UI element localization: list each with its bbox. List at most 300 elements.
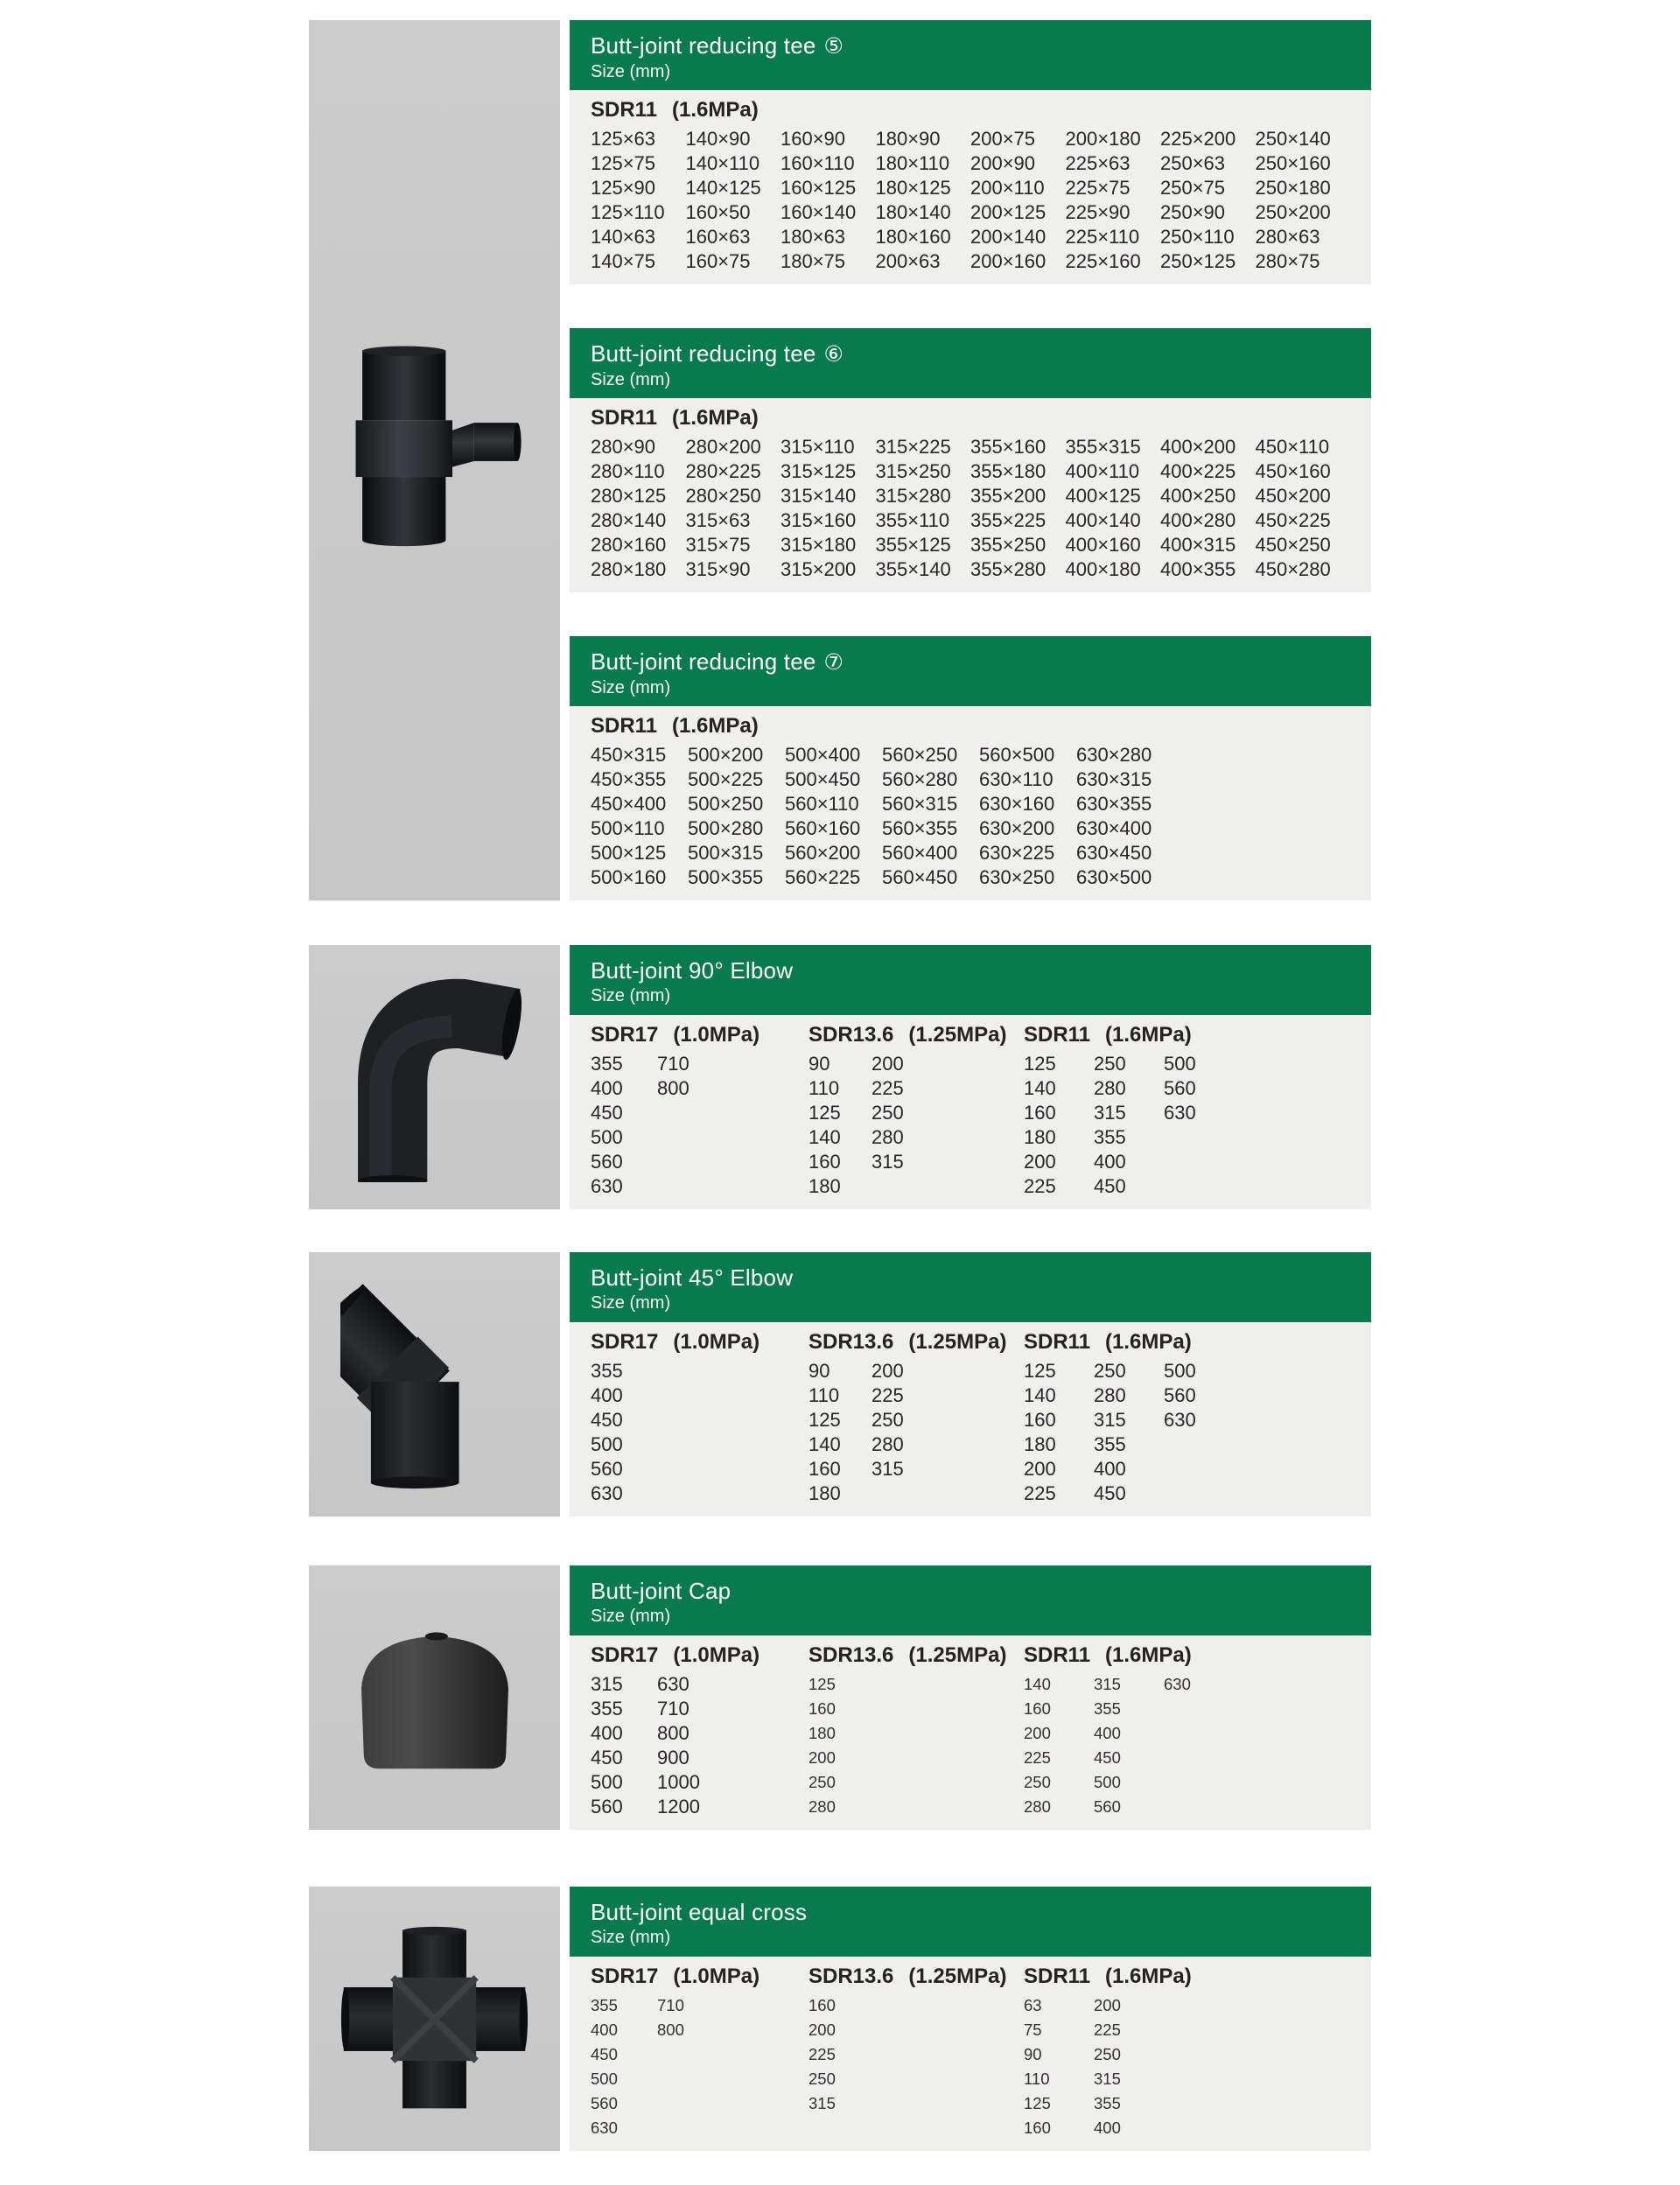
size-value: 160 <box>1024 1102 1056 1124</box>
sdr-spec-sdr13.6 <box>808 1963 1024 2140</box>
sdr-pressure-heading <box>1024 1963 1363 1991</box>
size-value: 315×75 <box>685 534 751 556</box>
size-value: 140×110 <box>685 152 760 174</box>
sdr-spec-sdr13.6 <box>808 1328 1024 1506</box>
size-value: 500 <box>591 1771 623 1793</box>
size-column <box>808 1672 872 1819</box>
size-column <box>1164 1672 1234 1819</box>
size-value: 355 <box>591 1698 623 1719</box>
pressure-rating: (1.0MPa) <box>673 1643 760 1667</box>
size-value: 630×355 <box>1076 793 1152 815</box>
size-value: 500 <box>1164 1053 1196 1075</box>
size-value: 280×180 <box>591 558 667 580</box>
size-value: 450 <box>1094 1748 1121 1767</box>
pressure-rating: (1.6MPa) <box>672 98 759 122</box>
size-value: 500 <box>591 1433 623 1455</box>
size-column <box>657 1052 724 1199</box>
pressure-rating: (1.6MPa) <box>1105 1643 1192 1667</box>
size-column <box>1066 127 1161 274</box>
size-value: 90 <box>808 1360 830 1382</box>
size-value: 560×225 <box>785 866 861 888</box>
table-title: Butt-joint Cap <box>591 1578 732 1604</box>
size-value: 315 <box>1094 2069 1121 2088</box>
size-value: 500 <box>591 1126 623 1148</box>
sdr-pressure-heading <box>1024 1642 1363 1670</box>
size-value: 250×63 <box>1160 152 1226 174</box>
size-value: 280×75 <box>1255 250 1320 272</box>
size-column <box>1160 435 1256 582</box>
sdr-spec-row <box>591 404 1350 582</box>
size-value: 160×63 <box>685 226 751 248</box>
size-value: 250 <box>1094 2045 1121 2063</box>
size-column <box>1024 1993 1094 2140</box>
size-value: 630×500 <box>1076 866 1152 888</box>
size-value: 630×110 <box>979 768 1054 790</box>
size-columns <box>808 1052 1024 1199</box>
size-column <box>591 1052 657 1199</box>
size-value: 315 <box>1094 1675 1121 1693</box>
size-value: 400×280 <box>1160 509 1236 531</box>
size-value: 250×90 <box>1160 201 1226 223</box>
size-value: 315 <box>872 1151 904 1173</box>
circled-number-badge: ⑤ <box>823 34 844 59</box>
size-value: 180×140 <box>875 201 951 223</box>
size-value: 280 <box>872 1126 904 1148</box>
size-column <box>688 743 785 890</box>
sdr-spec-sdr17 <box>591 1963 808 2140</box>
size-columns <box>808 1672 1024 1819</box>
size-column <box>979 743 1076 890</box>
size-value: 315×200 <box>780 558 857 580</box>
table-body <box>570 1015 1371 1209</box>
size-value: 160 <box>1024 2118 1051 2137</box>
size-value: 630×225 <box>979 842 1055 864</box>
size-value: 560×160 <box>785 817 861 839</box>
size-columns <box>1024 1672 1363 1819</box>
size-column <box>876 435 971 582</box>
size-value: 560×315 <box>882 793 958 815</box>
pressure-rating: (1.0MPa) <box>673 1964 760 1988</box>
size-value: 180×110 <box>875 152 950 174</box>
size-value: 355×180 <box>970 460 1046 482</box>
size-columns <box>591 435 1350 582</box>
size-value: 315×63 <box>685 509 751 531</box>
table-title: Butt-joint reducing tee <box>591 340 816 367</box>
size-value: 400×250 <box>1160 485 1236 507</box>
size-value: 710 <box>657 1996 684 2014</box>
size-column <box>970 127 1066 274</box>
size-value: 630×400 <box>1076 817 1152 839</box>
size-value: 280×90 <box>591 436 656 458</box>
sdr-pressure-heading <box>591 96 1350 124</box>
pressure-rating: (1.25MPa) <box>908 1964 1007 1988</box>
sdr-pressure-heading <box>808 1328 1024 1356</box>
size-column <box>872 1052 934 1199</box>
spec-tables-column <box>570 1252 1371 1516</box>
size-value: 250 <box>808 1773 836 1791</box>
size-value: 225 <box>1024 1482 1056 1504</box>
size-column <box>1160 127 1256 274</box>
size-value: 200 <box>1024 1724 1051 1742</box>
size-value: 450 <box>591 1747 623 1768</box>
spec-table <box>570 636 1371 900</box>
size-column <box>1094 1359 1164 1506</box>
size-value: 450 <box>591 1102 623 1124</box>
product-photo-reducing-tee <box>309 20 560 900</box>
size-column <box>1024 1052 1094 1199</box>
sdr-rating: SDR17 <box>591 1330 659 1354</box>
size-value: 200×125 <box>970 201 1046 223</box>
size-value: 630 <box>1164 1102 1196 1124</box>
spec-tables-column <box>570 945 1371 1209</box>
size-value: 400×315 <box>1160 534 1236 556</box>
size-value: 200 <box>872 1360 904 1382</box>
spec-table <box>570 945 1371 1209</box>
sdr-spec-sdr17 <box>591 1642 808 1819</box>
size-value: 200×180 <box>1065 128 1141 150</box>
size-value: 400×125 <box>1065 485 1141 507</box>
reducing-tee-image <box>347 338 522 583</box>
size-value: 450 <box>1094 1175 1126 1197</box>
size-value: 560×500 <box>979 744 1055 766</box>
size-value: 180 <box>808 1482 841 1504</box>
size-value: 500×315 <box>688 842 764 864</box>
size-value: 355×200 <box>970 485 1046 507</box>
sdr-pressure-heading <box>1024 1328 1363 1356</box>
size-value: 315×160 <box>780 509 857 531</box>
spec-table <box>570 328 1371 592</box>
size-column <box>1094 1672 1164 1819</box>
pressure-rating: (1.6MPa) <box>1105 1023 1192 1047</box>
size-value: 315 <box>1094 1102 1126 1124</box>
size-columns <box>1024 1359 1363 1506</box>
size-value: 225×200 <box>1160 128 1236 150</box>
cap-image <box>345 1612 525 1783</box>
equal-cross-image <box>340 1925 528 2113</box>
size-value: 125 <box>808 1409 841 1431</box>
sdr-rating: SDR13.6 <box>808 1330 894 1354</box>
size-value: 280 <box>872 1433 904 1455</box>
table-body <box>570 1957 1371 2151</box>
size-value: 110 <box>1024 2069 1050 2088</box>
size-value: 125 <box>1024 1053 1056 1075</box>
circled-number-badge: ⑥ <box>823 342 844 367</box>
size-value: 400×180 <box>1065 558 1141 580</box>
sdr-rating: SDR17 <box>591 1643 659 1667</box>
sdr-rating: SDR11 <box>1024 1643 1091 1667</box>
size-value: 560×110 <box>785 793 859 815</box>
size-value: 560×450 <box>882 866 958 888</box>
table-title-line <box>591 1264 1350 1292</box>
size-value: 500×450 <box>785 768 861 790</box>
size-value: 400×110 <box>1065 460 1140 482</box>
size-value: 250 <box>1094 1053 1126 1075</box>
size-value: 160×140 <box>780 201 857 223</box>
size-value: 125×90 <box>591 177 656 199</box>
size-value: 280×110 <box>591 460 665 482</box>
size-value: 315×180 <box>780 534 857 556</box>
size-column <box>591 1672 657 1819</box>
size-value: 500×280 <box>688 817 764 839</box>
sdr-rating: SDR11 <box>1024 1023 1091 1047</box>
size-value: 250 <box>872 1409 904 1431</box>
sdr-rating: SDR11 <box>1024 1330 1091 1354</box>
size-value: 125 <box>1024 1360 1056 1382</box>
size-value: 180 <box>1024 1433 1056 1455</box>
size-value: 800 <box>657 2020 684 2039</box>
size-value: 560 <box>591 1796 623 1817</box>
sdr-rating: SDR13.6 <box>808 1643 894 1667</box>
size-value: 450×110 <box>1255 436 1330 458</box>
size-value: 500×225 <box>688 768 764 790</box>
size-value: 450×225 <box>1255 509 1331 531</box>
sdr-rating: SDR11 <box>591 714 658 738</box>
size-unit-label: Size (mm) <box>591 1607 671 1626</box>
size-value: 160 <box>808 1151 841 1173</box>
size-value: 140×75 <box>591 250 656 272</box>
sdr-pressure-heading <box>591 404 1350 432</box>
size-value: 630×250 <box>979 866 1055 888</box>
size-value: 355×280 <box>970 558 1046 580</box>
table-header <box>570 1565 1371 1635</box>
size-column <box>591 1359 657 1506</box>
table-body <box>570 1635 1371 1830</box>
sdr-pressure-heading <box>591 1328 808 1356</box>
size-value: 225 <box>1094 2020 1121 2039</box>
sdr-rating: SDR17 <box>591 1964 659 1988</box>
sdr-pressure-heading <box>808 1642 1024 1670</box>
size-columns <box>591 743 1350 890</box>
size-value: 500×250 <box>688 793 764 815</box>
size-value: 450×200 <box>1255 485 1331 507</box>
size-value: 200×110 <box>970 177 1045 199</box>
size-column <box>780 435 876 582</box>
size-value: 400×160 <box>1065 534 1141 556</box>
size-value: 225×160 <box>1065 250 1141 272</box>
size-value: 160×90 <box>780 128 846 150</box>
sdr-pressure-heading <box>591 1963 808 1991</box>
table-title: Butt-joint reducing tee <box>591 32 816 59</box>
sdr-spec-row <box>591 1963 1350 2140</box>
size-value: 450×280 <box>1255 558 1331 580</box>
size-column <box>1256 435 1351 582</box>
size-value: 180 <box>808 1175 841 1197</box>
size-unit-label: Size (mm) <box>591 62 671 81</box>
product-photo-elbow-45 <box>309 1252 560 1516</box>
size-value: 500 <box>591 2069 618 2088</box>
size-value: 180×160 <box>875 226 951 248</box>
size-columns <box>591 1359 808 1506</box>
size-value: 200×90 <box>970 152 1036 174</box>
size-value: 160 <box>808 1699 836 1718</box>
size-value: 355×125 <box>875 534 951 556</box>
size-value: 180×75 <box>780 250 846 272</box>
size-value: 355 <box>1094 2094 1121 2112</box>
size-value: 560 <box>591 1458 623 1480</box>
sdr-rating: SDR11 <box>591 98 658 122</box>
size-value: 315×90 <box>685 558 751 580</box>
circled-number-badge: ⑦ <box>823 650 844 675</box>
size-unit-label: Size (mm) <box>591 678 671 697</box>
size-value: 355×225 <box>970 509 1046 531</box>
table-title-line <box>591 32 1350 60</box>
size-value: 180 <box>1024 1126 1056 1148</box>
size-value: 250 <box>872 1102 904 1124</box>
sdr-spec-sdr13.6 <box>808 1021 1024 1199</box>
size-value: 450×160 <box>1255 460 1331 482</box>
size-value: 200 <box>808 2020 836 2039</box>
sdr-spec-sdr11 <box>1024 1963 1363 2140</box>
size-value: 560×280 <box>882 768 958 790</box>
size-value: 280×63 <box>1255 226 1320 248</box>
size-value: 200 <box>1094 1996 1121 2014</box>
size-value: 280×250 <box>685 485 761 507</box>
size-columns <box>808 1359 1024 1506</box>
size-value: 630 <box>591 1482 623 1504</box>
size-column <box>657 1672 724 1819</box>
size-value: 355×315 <box>1065 436 1141 458</box>
size-value: 280×140 <box>591 509 667 531</box>
size-value: 500×125 <box>591 842 667 864</box>
size-value: 315 <box>591 1673 623 1695</box>
size-column <box>591 435 686 582</box>
size-value: 200×63 <box>875 250 941 272</box>
size-unit-label: Size (mm) <box>591 1293 671 1313</box>
size-column <box>657 1993 724 2140</box>
sdr-spec-sdr11 <box>591 404 1350 582</box>
table-body <box>570 398 1371 592</box>
size-value: 140 <box>808 1126 841 1148</box>
size-column <box>1024 1359 1094 1506</box>
size-value: 800 <box>657 1077 690 1099</box>
size-value: 180×63 <box>780 226 846 248</box>
size-value: 250×160 <box>1255 152 1331 174</box>
size-value: 450 <box>591 2045 618 2063</box>
size-value: 250×110 <box>1160 226 1235 248</box>
table-title-line <box>591 956 1350 984</box>
size-value: 225 <box>1024 1175 1056 1197</box>
spec-table <box>570 1565 1371 1830</box>
size-value: 315 <box>1094 1409 1126 1431</box>
size-value: 1000 <box>657 1771 700 1793</box>
elbow-45-image <box>340 1278 528 1490</box>
size-value: 355×140 <box>875 558 951 580</box>
size-column <box>882 743 979 890</box>
sdr-spec-row <box>591 1642 1350 1819</box>
size-value: 400 <box>1094 1151 1126 1173</box>
size-column <box>591 127 686 274</box>
product-group-cross <box>309 1887 1680 2151</box>
size-value: 355 <box>591 1360 623 1382</box>
size-value: 900 <box>657 1747 690 1768</box>
sdr-pressure-heading <box>808 1963 1024 1991</box>
sdr-rating: SDR11 <box>591 406 658 430</box>
product-photo-cross <box>309 1887 560 2151</box>
size-value: 140 <box>1024 1077 1056 1099</box>
size-value: 315 <box>808 2094 836 2112</box>
size-value: 500 <box>1094 1773 1121 1791</box>
size-value: 315×125 <box>780 460 857 482</box>
size-value: 560×400 <box>882 842 958 864</box>
size-value: 450×400 <box>591 793 667 815</box>
size-value: 140×90 <box>685 128 751 150</box>
table-header <box>570 945 1371 1015</box>
size-value: 630 <box>1164 1675 1191 1693</box>
sdr-spec-row <box>591 1328 1350 1506</box>
size-value: 560 <box>1164 1384 1196 1406</box>
size-value: 400 <box>591 2020 618 2039</box>
size-value: 315×110 <box>780 436 855 458</box>
size-value: 280 <box>1094 1384 1126 1406</box>
size-value: 500×110 <box>591 817 665 839</box>
size-column <box>1256 127 1351 274</box>
size-column <box>1024 1672 1094 1819</box>
size-value: 560 <box>1164 1077 1196 1099</box>
table-title-line <box>591 340 1350 368</box>
size-value: 280×125 <box>591 485 667 507</box>
size-unit-label: Size (mm) <box>591 370 671 389</box>
size-value: 225×63 <box>1065 152 1130 174</box>
size-value: 630×160 <box>979 793 1055 815</box>
size-value: 180×90 <box>875 128 941 150</box>
size-value: 315×140 <box>780 485 857 507</box>
size-value: 400×140 <box>1065 509 1141 531</box>
sdr-spec-sdr11 <box>1024 1328 1363 1506</box>
size-value: 630×450 <box>1076 842 1152 864</box>
size-value: 560 <box>1094 1797 1121 1816</box>
size-value: 75 <box>1024 2020 1042 2039</box>
size-value: 630 <box>591 2118 618 2137</box>
size-value: 225×75 <box>1065 177 1130 199</box>
size-value: 200×75 <box>970 128 1036 150</box>
size-value: 280 <box>808 1797 836 1816</box>
size-value: 250×180 <box>1255 177 1331 199</box>
size-value: 1200 <box>657 1796 700 1817</box>
size-value: 140 <box>1024 1384 1056 1406</box>
size-value: 250 <box>1094 1360 1126 1382</box>
size-value: 250×140 <box>1255 128 1331 150</box>
table-title: Butt-joint 90° Elbow <box>591 957 794 984</box>
size-value: 160 <box>808 1996 836 2014</box>
sdr-pressure-heading <box>591 1021 808 1049</box>
size-value: 225 <box>872 1077 904 1099</box>
size-value: 160 <box>808 1458 841 1480</box>
size-value: 225×110 <box>1065 226 1140 248</box>
size-value: 630×200 <box>979 817 1055 839</box>
size-value: 200×160 <box>970 250 1046 272</box>
sdr-spec-sdr17 <box>591 1328 808 1506</box>
size-value: 110 <box>808 1077 840 1099</box>
size-value: 560 <box>591 1151 623 1173</box>
size-column <box>1066 435 1161 582</box>
size-columns <box>1024 1993 1363 2140</box>
size-value: 355 <box>591 1996 618 2014</box>
size-value: 355×160 <box>970 436 1046 458</box>
table-body <box>570 1322 1371 1516</box>
size-value: 500 <box>1164 1360 1196 1382</box>
spec-table <box>570 1252 1371 1516</box>
sdr-rating: SDR17 <box>591 1023 659 1047</box>
size-value: 500×400 <box>785 744 861 766</box>
table-title: Butt-joint 45° Elbow <box>591 1264 794 1291</box>
spec-table <box>570 20 1371 284</box>
size-value: 250×125 <box>1160 250 1236 272</box>
spec-table <box>570 1887 1371 2151</box>
size-value: 140 <box>808 1433 841 1455</box>
size-value: 280×160 <box>591 534 667 556</box>
table-title-line <box>591 648 1350 676</box>
size-column <box>785 743 882 890</box>
